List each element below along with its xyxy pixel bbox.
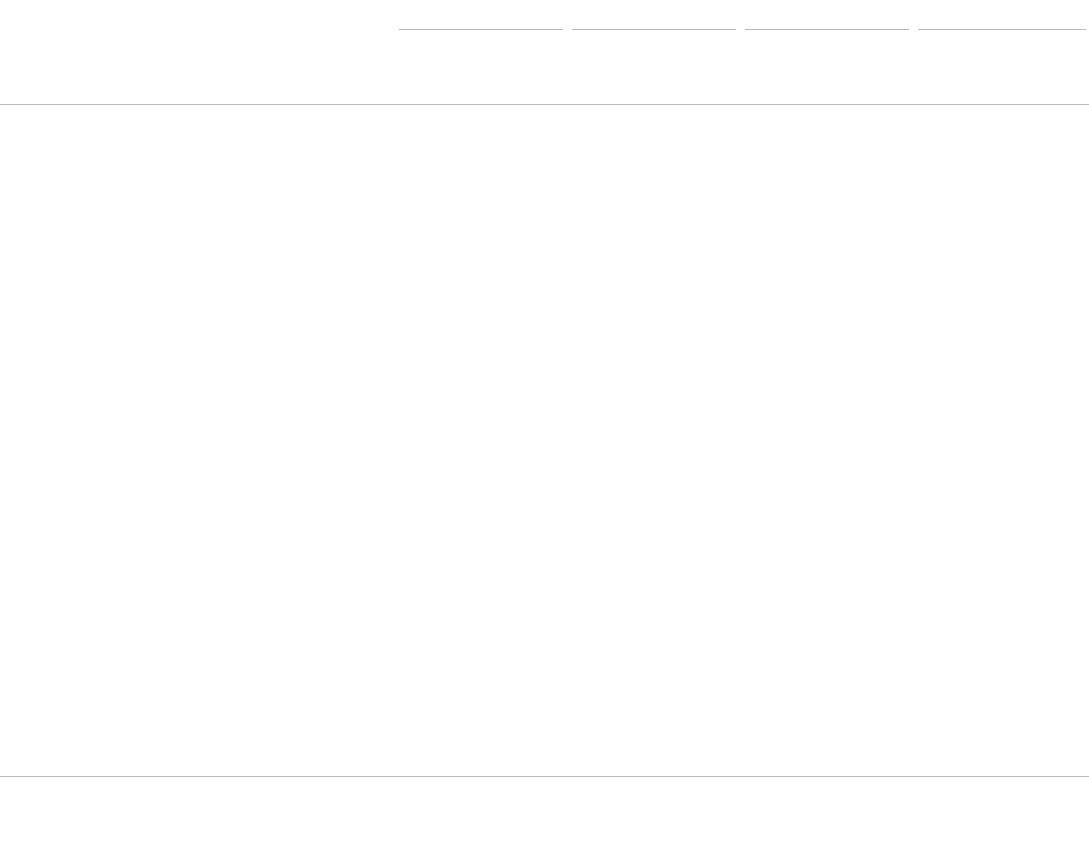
model-3-underline: [745, 29, 909, 30]
model-1-underline: [399, 29, 563, 30]
header-bottom-rule: [0, 104, 1089, 105]
model-4-underline: [918, 29, 1086, 30]
model-2-underline: [572, 29, 736, 30]
table-bottom-rule: [0, 776, 1089, 777]
